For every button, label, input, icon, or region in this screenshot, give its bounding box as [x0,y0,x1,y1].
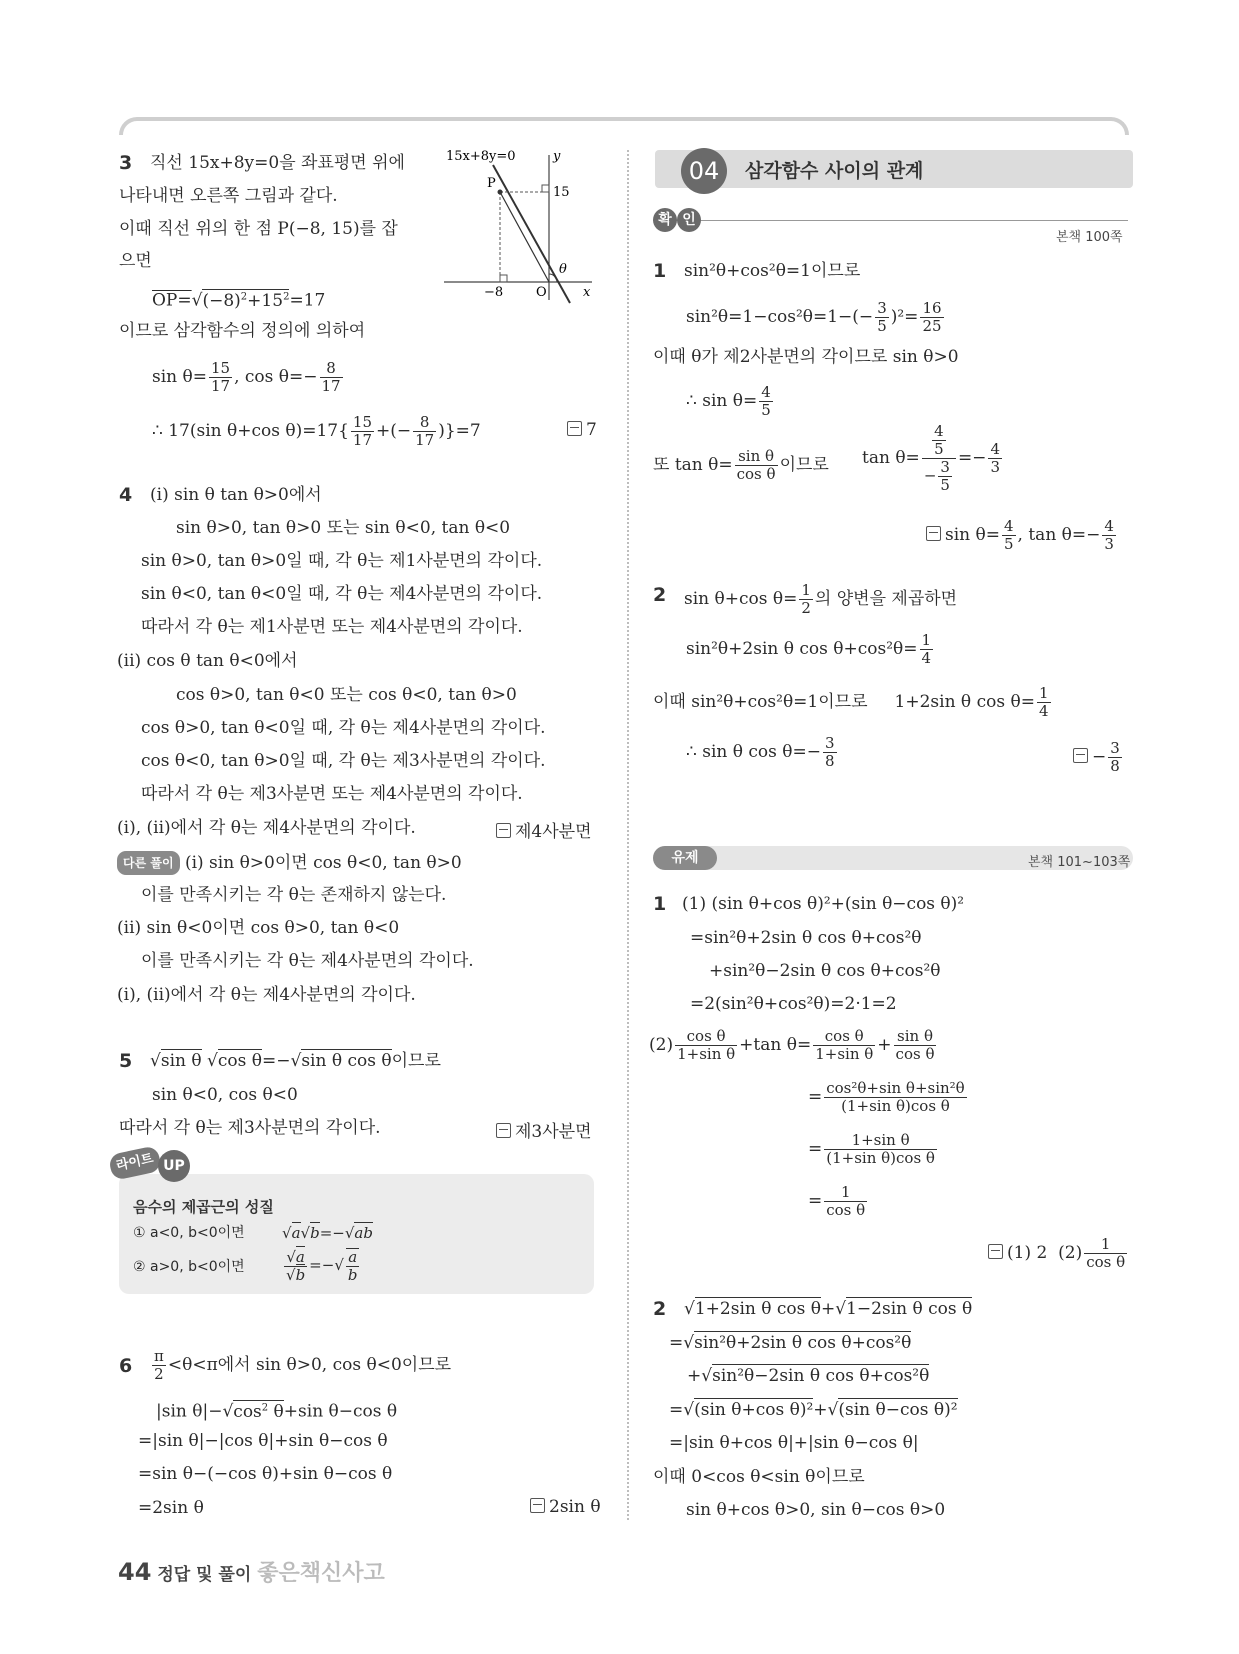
y1-line-6: = $\frac{\text{cos²θ+sin θ+sin²θ}}{\text{(1+sin θ)cos θ}}$ [808,1079,965,1115]
yuje-ref: 본책 101~103쪽 [1028,855,1131,870]
y1-line-4: =2(sin²θ+cos²θ)=2·1=2 [690,994,897,1014]
tip-rule-2: $\frac{√a}{√b}$ =−√ $\frac{a}{b}$ [286,1247,358,1284]
p4-line-9: cos θ<0, tan θ>0일 때, 각 θ는 제3사분면의 각이다. [141,751,546,771]
problem-4-number: 4 [119,484,133,506]
p6-answer: 2sin θ [530,1497,601,1517]
problem-6-number: 6 [119,1355,133,1377]
c2-line-4: ∴ sin θ cos θ=− $\frac{3}{8}$ [686,734,835,770]
line-label: 15x+8y=0 [446,149,516,164]
op-root: $(-8)^2+15^2$ [202,290,290,311]
p4-line-3: sin θ>0, tan θ>0일 때, 각 θ는 제1사분면의 각이다. [141,551,543,571]
p6-line-5: =2sin θ [138,1498,204,1518]
p3-answer: 7 [567,420,597,440]
p3-graph [440,145,595,305]
c2-line-1: sin θ+cos θ= $\frac{1}{2}$ 의 양변을 제곱하면 [684,581,958,617]
check-tag-1: 확 [653,208,677,232]
answer-icon [530,1498,545,1513]
p4-alt-line-4: 이를 만족시키는 각 θ는 제4사분면의 각이다. [141,951,474,971]
y2-line-3: +√sin²θ−2sin θ cos θ+cos²θ [687,1366,930,1386]
page-number: 44 [118,1558,152,1586]
frac-15-17b: $\frac{15}{17}$ [352,413,373,449]
c1-answer: sin θ= $\frac{4}{5}$ , tan θ=− $\frac{4}{3}$ [926,518,1118,553]
p3-line-5: $OP=√(-8)^2+15^2=17$ [152,290,326,311]
origin-label: O [536,285,547,300]
y1-line-7: = $\frac{\text{1+sin θ}}{\text{(1+sin θ)cos θ}}$ [808,1131,935,1167]
y1-answer: (1) 2 (2) $\frac{1}{\text{cos θ}}$ [988,1236,1129,1271]
alt-solution-tag: 다른 풀이 [117,851,180,875]
answer-icon [1073,748,1088,763]
y2-line-5: =|sin θ+cos θ|+|sin θ−cos θ| [669,1433,919,1453]
p3-line-6: 이므로 삼각함수의 정의에 의하여 [119,321,366,341]
point-p [498,190,503,195]
p4-alt-line-3: (ii) sin θ<0이면 cos θ>0, tan θ<0 [117,918,400,938]
p4-line-11: (i), (ii)에서 각 θ는 제4사분면의 각이다. [117,818,416,838]
footer-label: 정답 및 풀이 [157,1565,252,1585]
x-val: −8 [484,285,504,300]
p6-line-2: |sin $\theta|-√\cos^2$ θ+sin θ−cos θ [156,1401,398,1422]
tip-rule-2-cond: ② a>0, b<0이면 [133,1259,245,1275]
y2-line-2: =√sin²θ+2sin θ cos θ+cos²θ [669,1333,912,1353]
tip-badge-up: UP [158,1150,190,1182]
answer-icon [926,526,941,541]
c1-line-5: 또 tan θ= $\frac{\text{sin θ}}{\text{cos θ}}$ 이므로 [653,447,829,483]
p5-line-1: √sin θ √cos θ=−√sin θ cos θ이므로 [150,1051,441,1071]
p4-alt-line-5: (i), (ii)에서 각 θ는 제4사분면의 각이다. [117,985,416,1005]
answer-icon [496,823,511,838]
tip-rule-1-cond: ① a<0, b<0이면 [133,1225,245,1241]
op-length: OP= [152,290,192,311]
frac-8-17b: $\frac{8}{17}$ [415,413,435,449]
p4-line-8: cos θ>0, tan θ<0일 때, 각 θ는 제4사분면의 각이다. [141,718,546,738]
p4-line-4: sin θ<0, tan θ<0일 때, 각 θ는 제4사분면의 각이다. [141,584,543,604]
p4-answer: 제4사분면 [496,817,592,842]
c2-line-3: 이때 sin²θ+cos²θ=1이므로 1+2sin θ cos θ= $\frac{1}{4}$ [653,684,1049,720]
y2-line-7: sin θ+cos θ>0, sin θ−cos θ>0 [686,1500,946,1520]
answer-icon [496,1123,511,1138]
op-result: =17 [289,290,326,311]
segment-op [500,192,549,282]
c1-line-1: sin²θ+cos²θ=1이므로 [684,261,861,281]
p4-line-10: 따라서 각 θ는 제3사분면 또는 제4사분면의 각이다. [141,784,523,804]
tip-title: 음수의 제곱근의 성질 [133,1198,274,1216]
right-angle-mark [542,185,549,192]
theta-label: θ [559,262,567,277]
check-rule [653,220,1128,221]
p3-line-3: 이때 직선 위의 한 점 P(−8, 15)를 잡 [119,219,398,239]
check-ref: 본책 100쪽 [1056,230,1123,245]
p6-line-1: $\frac{\pi}{2}$ <θ<π에서 sin θ>0, cos θ<0이므로 [154,1347,452,1383]
check-1-number: 1 [653,260,667,282]
tip-rule-1: √a√b=−√ab [282,1224,373,1242]
p5-line-2: sin θ<0, cos θ<0 [152,1085,298,1105]
yuje-2-number: 2 [653,1298,667,1320]
y1-line-2: =sin²θ+2sin θ cos θ+cos²θ [690,928,922,948]
section-number: 04 [681,148,727,194]
p4-line-1: (i) sin θ tan θ>0에서 [150,485,322,505]
p5-line-3: 따라서 각 θ는 제3사분면의 각이다. [119,1118,381,1138]
p6-line-4: =sin θ−(−cos θ)+sin θ−cos θ [138,1464,393,1484]
y2-line-6: 이때 0<cos θ<sin θ이므로 [653,1467,865,1487]
p4-line-7: cos θ>0, tan θ<0 또는 cos θ<0, tan θ>0 [176,685,517,705]
c1-line-3: 이때 θ가 제2사분면의 각이므로 sin θ>0 [653,347,959,367]
answer-icon [567,421,582,436]
x-label: x [583,285,591,300]
answer-icon [988,1244,1003,1259]
y2-line-4: =√(sin θ+cos θ)²+√(sin θ−cos θ)² [669,1400,958,1420]
section-title: 삼각함수 사이의 관계 [745,160,924,182]
p5-answer: 제3사분면 [496,1117,592,1142]
p6-line-3: =|sin θ|−|cos θ|+sin θ−cos θ [138,1431,388,1451]
p3-line-7: sin θ= $\frac{15}{17}$ , cos θ=− $\frac{8}{17}$ [152,359,341,395]
yuje-tag: 유제 [653,846,717,870]
y1-line-1: (1) (sin θ+cos θ)²+(sin θ−cos θ)² [682,894,965,914]
watermark: 좋은책신사고 [257,1561,385,1586]
check-tag-2: 인 [677,208,701,232]
c2-answer: − $\frac{3}{8}$ [1073,740,1124,775]
frac-15-17: $\frac{15}{17}$ [211,359,231,395]
c1-line-4: ∴ sin θ= $\frac{4}{5}$ [686,383,771,419]
page-top-frame [119,117,1129,135]
p3-line-4: 으면 [119,251,152,271]
p4-alt-line-2: 이를 만족시키는 각 θ는 존재하지 않는다. [141,885,447,905]
c1-line-5b: tan θ= $\frac{4}{5}$ − $\frac{3}{5}$ =− $\frac{4}{3}$ [862,422,1000,494]
p3-line-1: 직선 15x+8y=0을 좌표평면 위에 [150,153,405,173]
problem-5-number: 5 [119,1050,133,1072]
p4-line-2: sin θ>0, tan θ>0 또는 sin θ<0, tan θ<0 [176,518,511,538]
y2-line-1: √1+2sin θ cos θ+√1−2sin θ cos θ [684,1299,973,1319]
y1-line-3: +sin²θ−2sin θ cos θ+cos²θ [709,961,941,981]
p3-line-8: ∴ 17(sin θ+cos θ)=17{ $\frac{15}{17}$ +(− $\frac{8}{17}$ )}=7 [152,413,481,449]
c1-line-2: sin²θ=1−cos²θ=1−(− $\frac{3}{5}$ )²= $\frac{16}{25}$ [686,299,942,335]
p4-line-5: 따라서 각 θ는 제1사분면 또는 제4사분면의 각이다. [141,617,523,637]
y1-line-5: (2) $\frac{\text{cos θ}}{\text{1+sin θ}}$ +tan θ= $\frac{\text{cos θ}}{\text{1+sin θ}}$ + $\frac{\text{sin θ}}{\text{cos θ}}$ [649,1027,935,1063]
p3-line-2: 나타내면 오른쪽 그림과 같다. [119,186,338,206]
problem-3-number: 3 [119,152,133,174]
right-angle-mark-2 [500,275,507,282]
frac-8-17: $\frac{8}{17}$ [321,359,341,395]
y1-line-8: = $\frac{1}{\text{cos θ}}$ [808,1183,866,1219]
y-val: 15 [553,185,570,200]
column-divider [627,150,629,1520]
tip-badge-left: 라이트 [108,1145,162,1181]
y-label: y [553,149,561,164]
check-2-number: 2 [653,584,667,606]
p-label: P [487,176,496,191]
angle-arc [549,274,557,282]
p4-alt-line-1: 다른 풀이 (i) sin θ>0이면 cos θ<0, tan θ>0 [117,851,462,875]
c2-line-2: sin²θ+2sin θ cos θ+cos²θ= $\frac{1}{4}$ [686,631,932,667]
p4-line-6: (ii) cos θ tan θ<0에서 [117,651,298,671]
page-footer [118,1556,385,1587]
yuje-1-number: 1 [653,893,667,915]
